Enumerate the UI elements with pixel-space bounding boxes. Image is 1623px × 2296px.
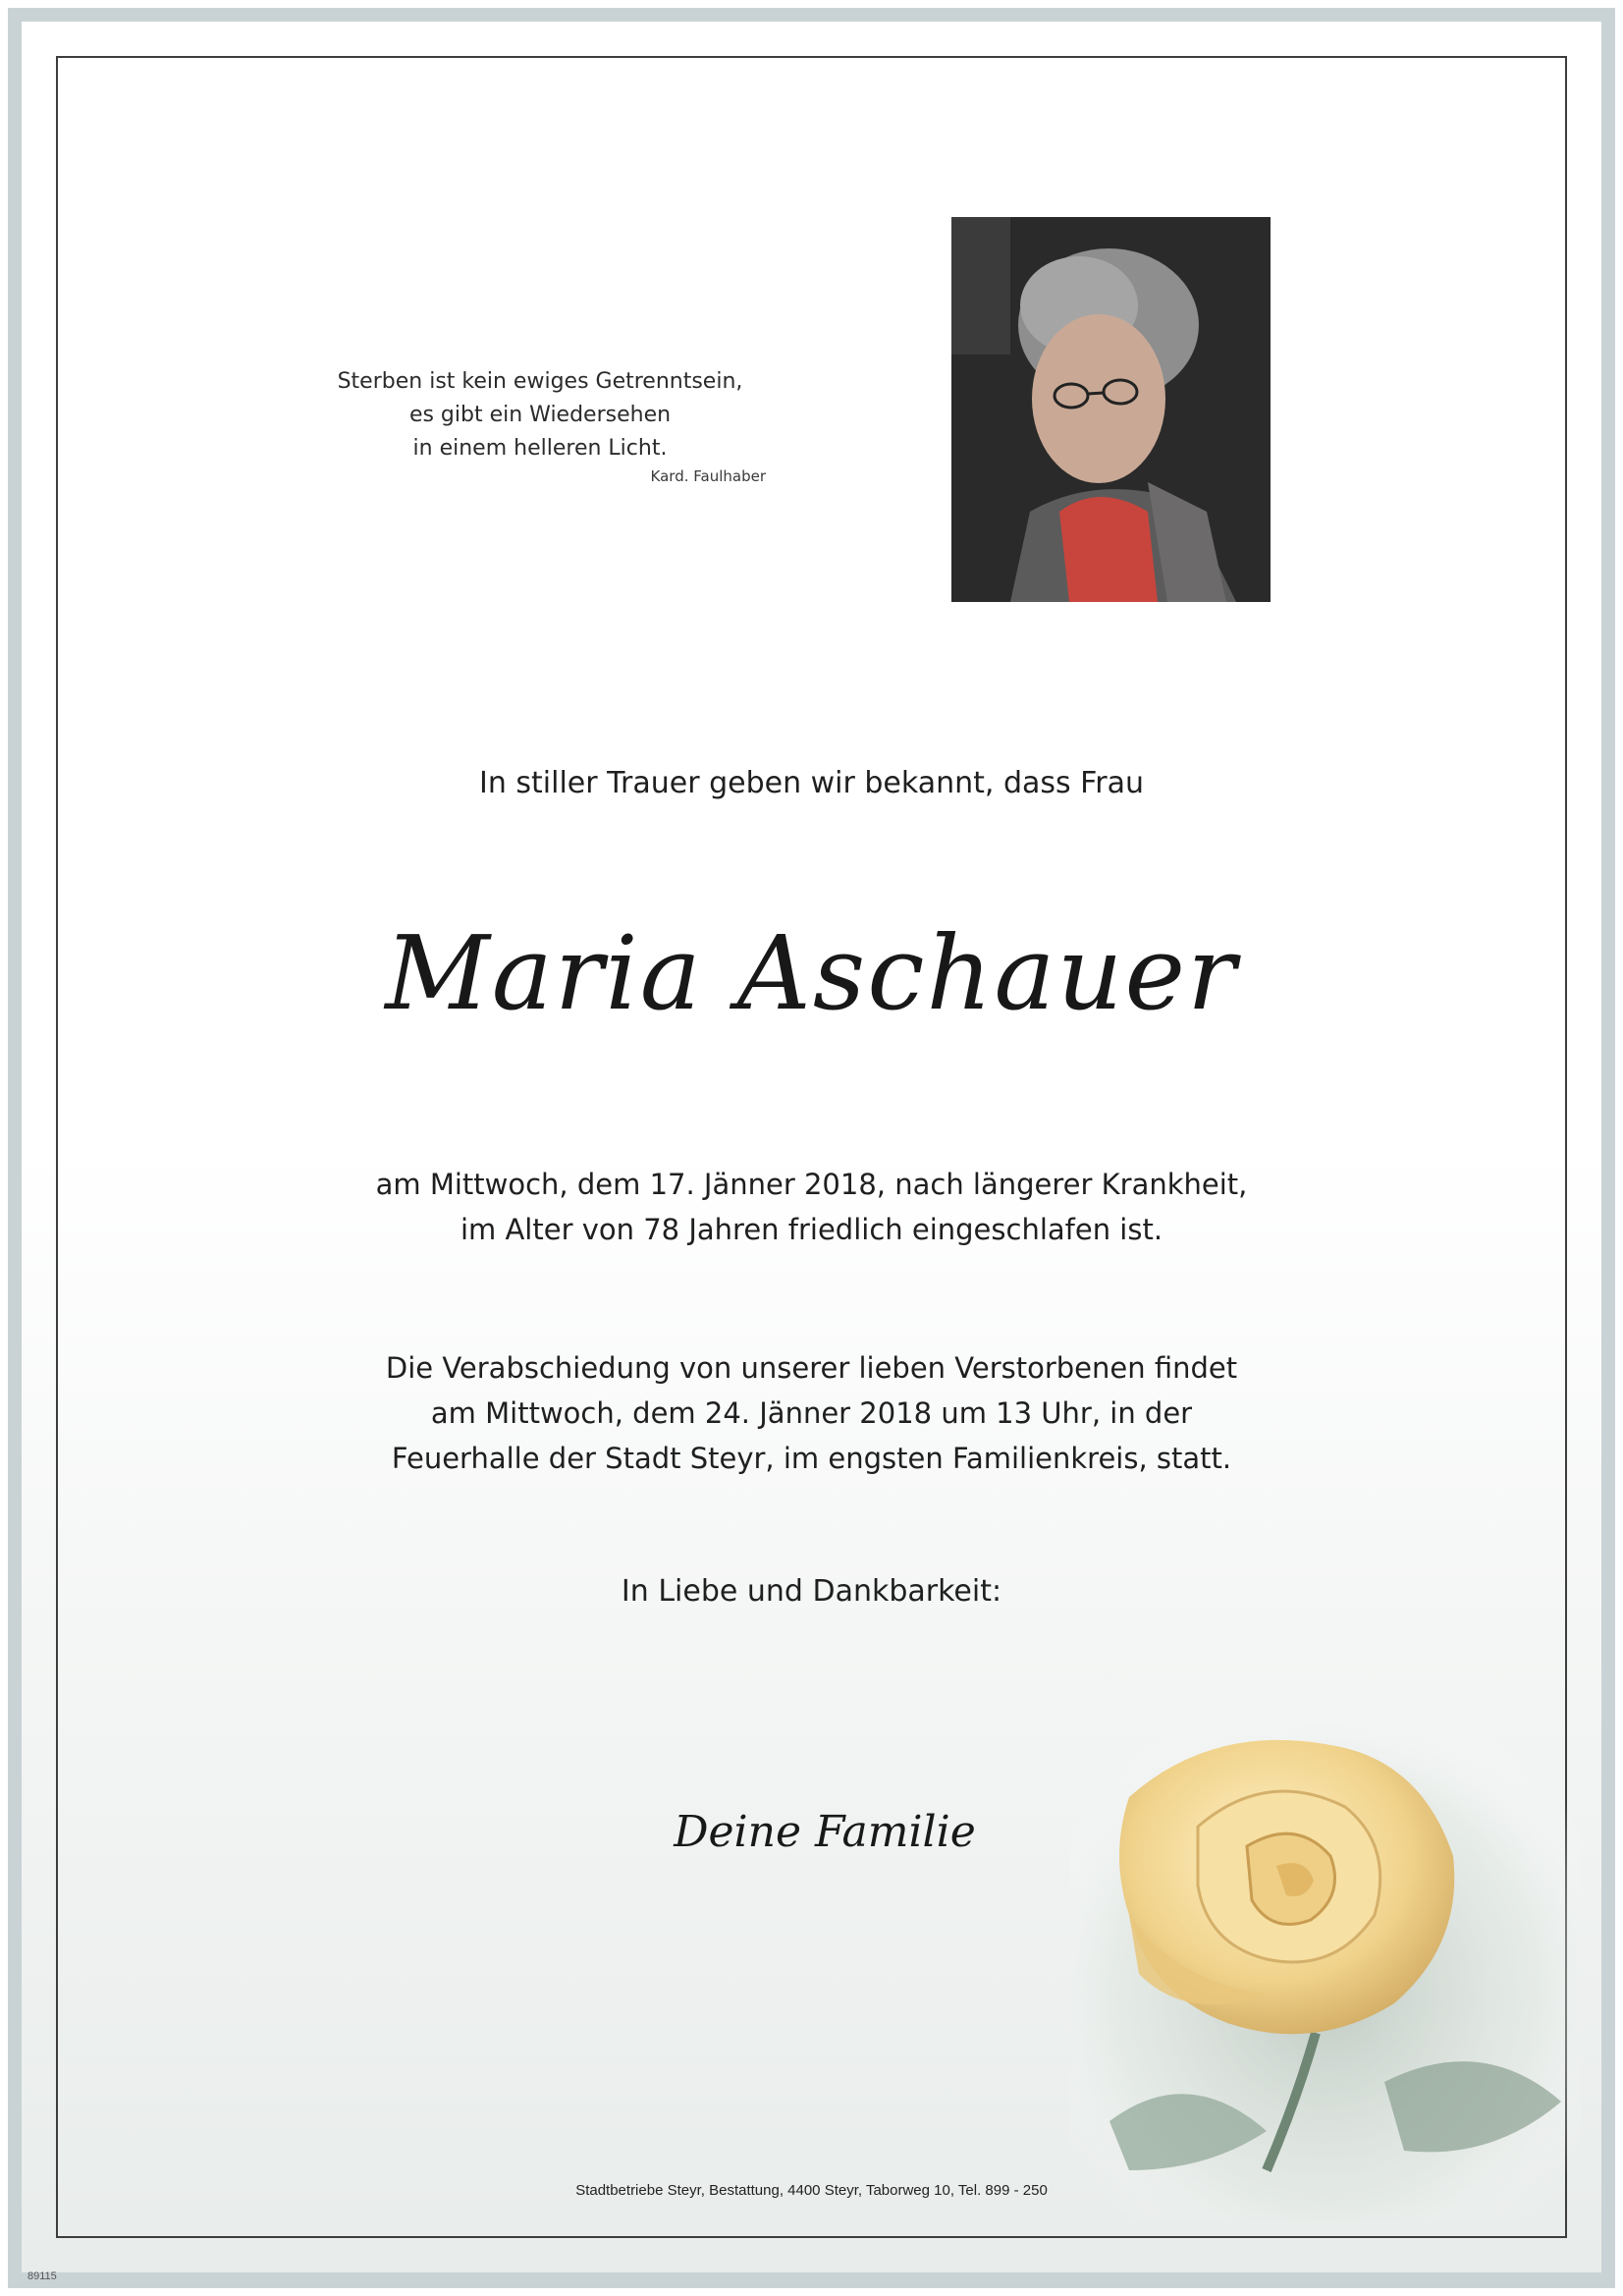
closing-text: In Liebe und Dankbarkeit: [621,1574,1002,1609]
rose-icon [1070,1709,1581,2219]
quote-line: Sterben ist kein ewiges Getrenntsein, [337,369,743,394]
notice-line: Die Verabschiedung von unserer lieben Verstorbenen findet [385,1351,1238,1385]
farewell-notice [0,1345,1623,1481]
quote-line: es gibt ein Wiedersehen [408,403,672,427]
intro-text: In stiller Trauer geben wir bekannt, dass Frau [478,766,1144,800]
portrait-photo [951,217,1271,602]
signature: Deine Familie [674,1807,976,1857]
notice-line: am Mittwoch, dem 17. Jänner 2018, nach längerer Krankheit, [375,1168,1248,1201]
notice-line: im Alter von 78 Jahren friedlich eingeschlafen ist. [460,1213,1163,1246]
deceased-name: Maria Aschauer [385,913,1238,1033]
notice-line: Feuerhalle der Stadt Steyr, im engsten Familienkreis, statt. [391,1442,1232,1475]
funeral-home-footer: Stadtbetriebe Steyr, Bestattung, 4400 Steyr, Taborweg 10, Tel. 899 - 250 [575,2182,1048,2199]
template-code: 89115 [27,2270,57,2282]
quote-author: Kard. Faulhaber [650,467,766,485]
memorial-quote [265,365,815,485]
death-notice [0,1162,1623,1252]
notice-line: am Mittwoch, dem 24. Jänner 2018 um 13 Uhr, in der [430,1396,1193,1430]
quote-line: in einem helleren Licht. [412,436,668,461]
